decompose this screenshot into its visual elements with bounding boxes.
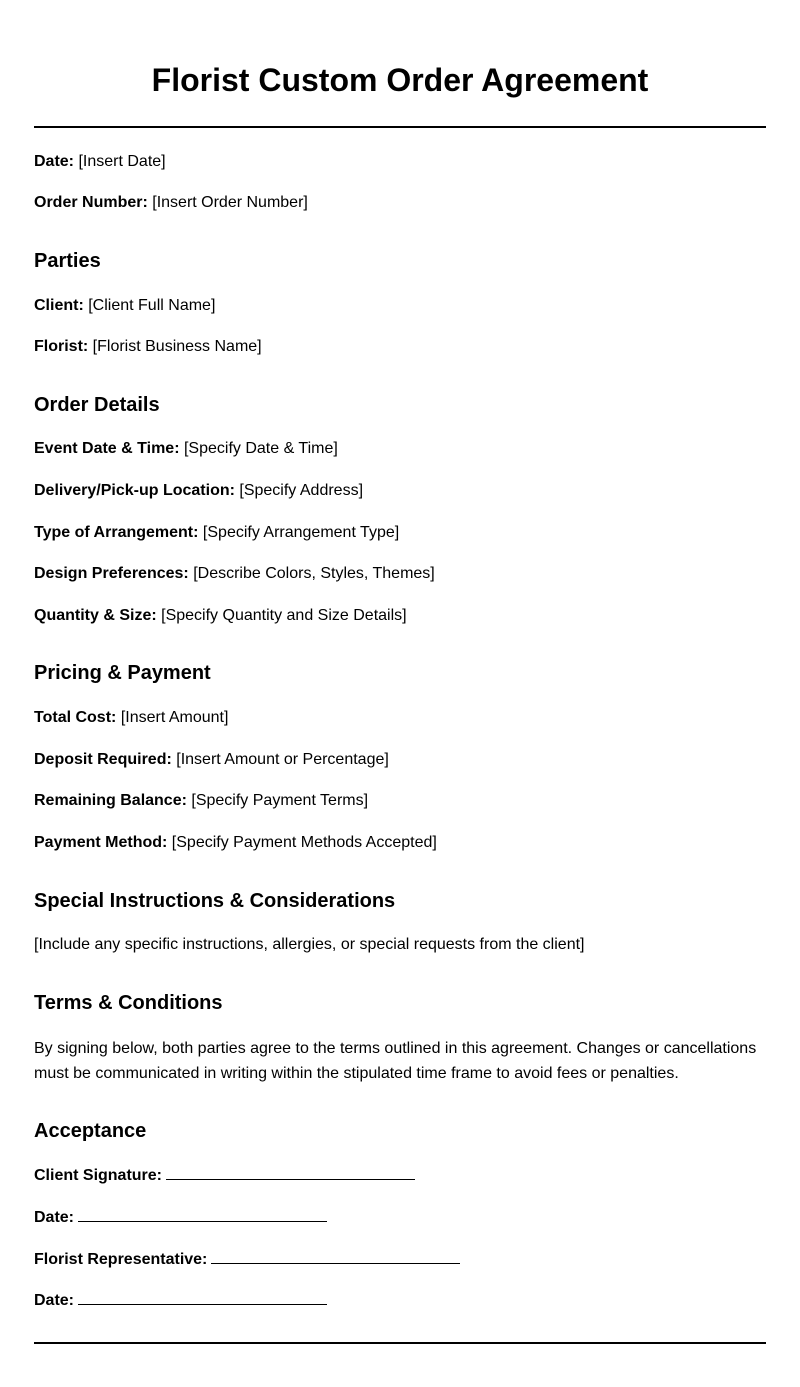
- deposit-field: [34, 750, 389, 770]
- florist-date-field: [34, 1290, 327, 1311]
- payment-method-value: [Specify Payment Methods Accepted]: [171, 834, 437, 851]
- client-label: Client:: [34, 297, 84, 314]
- page-title: Florist Custom Order Agreement: [151, 62, 649, 98]
- delivery-location-label: Delivery/Pick-up Location:: [34, 482, 235, 499]
- event-date-time-value: [Specify Date & Time]: [183, 440, 338, 457]
- terms-heading: Terms & Conditions: [34, 992, 223, 1014]
- florist-representative-line: [211, 1249, 460, 1264]
- order-number-field: [34, 193, 308, 213]
- client-signature-field: [34, 1165, 415, 1186]
- remaining-balance-label: Remaining Balance:: [34, 792, 187, 809]
- special-instructions-text: [Include any specific instructions, allergies, or special requests from the client]: [34, 936, 585, 953]
- event-date-time-label: Event Date & Time:: [34, 440, 180, 457]
- design-preferences-field: [34, 564, 435, 584]
- client-signature-line: [166, 1165, 415, 1180]
- arrangement-type-label: Type of Arrangement:: [34, 524, 199, 541]
- total-cost-value: [Insert Amount]: [120, 709, 229, 726]
- order-number-value: [Insert Order Number]: [152, 194, 308, 211]
- date-field: [34, 152, 166, 172]
- client-date-line: [78, 1207, 327, 1222]
- florist-date-label: Date:: [34, 1292, 75, 1309]
- deposit-label: Deposit Required:: [34, 751, 172, 768]
- arrangement-type-value: [Specify Arrangement Type]: [202, 524, 400, 541]
- terms-text: By signing below, both parties agree to the terms outlined in this agreement. Changes or cancellations must be communicated in writing within the stipulated time frame to avoid fees or penalties.: [34, 1040, 757, 1082]
- date-label: Date:: [34, 153, 75, 170]
- client-signature-label: Client Signature:: [34, 1167, 163, 1184]
- order-number-label: Order Number:: [34, 194, 148, 211]
- florist-representative-field: [34, 1249, 460, 1270]
- quantity-size-label: Quantity & Size:: [34, 607, 157, 624]
- event-date-time-field: [34, 439, 338, 459]
- arrangement-type-field: [34, 523, 399, 543]
- quantity-size-value: [Specify Quantity and Size Details]: [161, 607, 407, 624]
- florist-representative-label: Florist Representative:: [34, 1251, 208, 1268]
- remaining-balance-field: [34, 791, 368, 811]
- date-value: [Insert Date]: [78, 153, 166, 170]
- florist-date-line: [78, 1290, 327, 1305]
- design-preferences-label: Design Preferences:: [34, 565, 189, 582]
- client-date-label: Date:: [34, 1209, 75, 1226]
- florist-label: Florist:: [34, 338, 89, 355]
- special-instructions-heading: Special Instructions & Considerations: [34, 890, 396, 912]
- acceptance-heading: Acceptance: [34, 1120, 147, 1142]
- quantity-size-field: [34, 606, 407, 626]
- total-cost-label: Total Cost:: [34, 709, 117, 726]
- total-cost-field: [34, 708, 228, 728]
- client-value: [Client Full Name]: [88, 297, 216, 314]
- payment-method-label: Payment Method:: [34, 834, 168, 851]
- pricing-heading: Pricing & Payment: [34, 662, 211, 684]
- remaining-balance-value: [Specify Payment Terms]: [191, 792, 369, 809]
- design-preferences-value: [Describe Colors, Styles, Themes]: [193, 565, 435, 582]
- client-date-field: [34, 1207, 327, 1228]
- bottom-divider: [34, 1342, 766, 1344]
- order-details-heading: Order Details: [34, 394, 160, 416]
- florist-field: [34, 337, 262, 357]
- payment-method-field: [34, 833, 437, 853]
- delivery-location-field: [34, 481, 363, 501]
- client-field: [34, 296, 215, 316]
- deposit-value: [Insert Amount or Percentage]: [176, 751, 389, 768]
- top-divider: [34, 126, 766, 128]
- florist-value: [Florist Business Name]: [92, 338, 262, 355]
- delivery-location-value: [Specify Address]: [239, 482, 364, 499]
- parties-heading: Parties: [34, 250, 101, 272]
